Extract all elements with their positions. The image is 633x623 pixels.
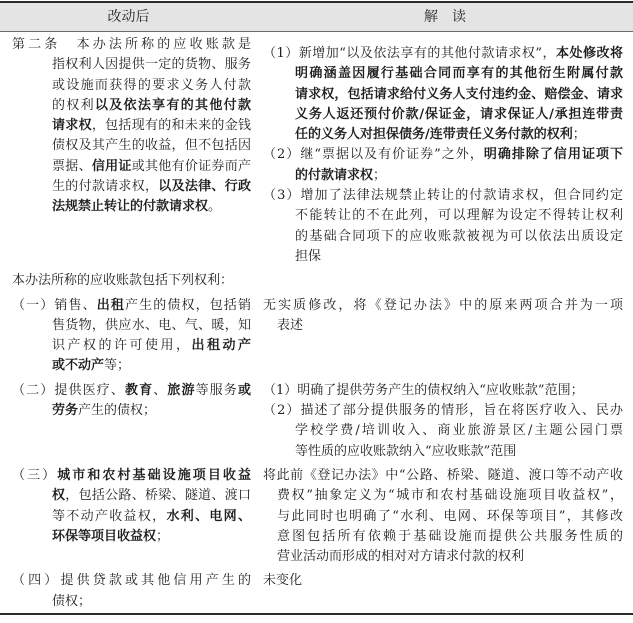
text-line: [52, 116, 251, 136]
text-line: [12, 381, 251, 401]
bold-text: 明确涵盖因履行基础合同而享有的其他衍生附属付款: [295, 66, 623, 82]
item-label: 第二条: [12, 37, 77, 52]
text-line: [295, 105, 623, 125]
text-line: [12, 296, 251, 316]
list-item: [12, 571, 251, 612]
text-segment: ，包括公路、桥梁、隧道、渡口: [65, 488, 251, 504]
text-line: [295, 442, 623, 462]
bold-text: 旅游: [167, 382, 196, 398]
text-line: [52, 197, 251, 217]
table-row: [0, 293, 633, 378]
text-line: [263, 296, 623, 316]
revised-text-cell: [0, 378, 257, 463]
text-segment: 提供医疗、: [54, 382, 125, 398]
text-segment: 等不动产收益权，: [52, 508, 167, 524]
item-label: （2）: [263, 147, 301, 163]
text-line: [263, 145, 623, 165]
paragraph: [263, 466, 623, 567]
table-row: [0, 268, 633, 292]
text-line: [277, 547, 623, 567]
text-line: [263, 466, 623, 486]
interpretation-cell: [257, 568, 633, 613]
text-line: [52, 401, 251, 421]
text-segment: 描述了部分提供服务的情形，旨在将医疗收入、民办: [300, 403, 623, 419]
text-segment: 销售、: [54, 297, 97, 313]
text-segment: 等服务: [195, 382, 238, 398]
text-line: [52, 157, 251, 177]
column-header-interpretation: 解 读: [424, 9, 466, 25]
column-header-revised: 改动后: [107, 9, 150, 25]
text-segment: 继“票据以及有价证券”之外，: [300, 147, 484, 163]
bottom-rule: [0, 613, 633, 615]
text-line: [277, 486, 623, 506]
text-segment: ；: [373, 167, 387, 183]
text-segment: 。: [208, 199, 222, 215]
text-line: [263, 571, 623, 591]
paragraph: [263, 296, 623, 337]
text-segment: 指权利人因提供一定的货物、服务: [52, 57, 251, 73]
table-row: [0, 463, 633, 568]
text-line: [52, 336, 251, 356]
item-label: （四）: [12, 573, 61, 589]
section-intro-text: 本办法所称的应收账款包括下列权利：: [12, 273, 234, 289]
text-line: [277, 507, 623, 527]
text-line: [52, 592, 251, 612]
bold-text: 出租: [96, 297, 125, 313]
interpretation-cell: [257, 378, 633, 463]
bold-text: 劳务: [52, 403, 79, 419]
text-segment: 生的付款请求权，: [52, 179, 159, 195]
bold-text: 本处修改将: [556, 46, 623, 61]
list-item: [263, 44, 623, 145]
text-segment: 营业活动而形成的相对对方请求付款的权利: [277, 549, 525, 565]
revised-text-cell: [0, 463, 257, 568]
text-segment: ；: [156, 528, 170, 544]
text-segment: 本办法所称的应收账款是: [76, 37, 251, 52]
text-segment: 等；: [104, 358, 131, 374]
text-line: [52, 76, 251, 96]
text-segment: 或设施而获得的要求义务人付款: [52, 77, 251, 93]
list-item: [12, 466, 251, 547]
bold-text: 的付款请求权: [295, 167, 374, 183]
list-item: [263, 186, 623, 267]
text-segment: 明确了提供劳务产生的债权纳入“应收账款”范围；: [297, 382, 584, 398]
bold-text: 以及依法享有的其他付款: [94, 97, 251, 113]
bold-text: 义务人返还预付价款/保证金，请求保证人/承担连带责: [295, 106, 623, 122]
item-label: （1）: [263, 46, 299, 61]
text-segment: 售货物，供应水、电、气、暖，知: [52, 317, 251, 333]
bold-text: 权: [52, 488, 66, 504]
text-line: [263, 401, 623, 421]
text-line: [52, 356, 251, 376]
text-segment: 产生的债权，包括销: [125, 297, 251, 313]
bold-text: 或不动产: [52, 358, 105, 374]
revised-text-cell: [0, 568, 257, 613]
text-segment: 的基础合同项下的应收账款被视为可以依法出质设定: [295, 228, 623, 244]
item-label: （三）: [12, 467, 58, 483]
text-segment: 票据、: [52, 158, 92, 174]
table-header: [0, 3, 633, 32]
text-segment: 未变化: [263, 573, 303, 589]
bold-text: 水利、电网、: [166, 508, 251, 524]
bold-text: 法规禁止转让的付款请求权: [52, 199, 209, 215]
text-line: [263, 44, 623, 64]
text-line: [295, 125, 623, 145]
bold-text: 出租动产: [191, 338, 251, 354]
text-segment: 表述: [277, 317, 304, 333]
text-segment: 产生的债权；: [78, 403, 157, 419]
text-segment: 新增加“以及依法享有的其他付款请求权”，: [298, 46, 556, 61]
revised-text-cell: [0, 32, 257, 268]
bold-text: 教育: [124, 382, 154, 398]
interpretation-cell: [257, 293, 633, 378]
list-item: [263, 401, 623, 462]
text-line: [295, 227, 623, 247]
text-line: [263, 186, 623, 206]
text-segment: 或其他有价证券而产: [131, 158, 251, 174]
text-segment: 债权；: [52, 593, 92, 609]
text-line: [295, 206, 623, 226]
interpretation-cell: [257, 32, 633, 268]
bold-text: 信用证: [91, 158, 132, 174]
table-row: [0, 568, 633, 613]
text-line: [295, 64, 623, 84]
text-segment: 费权”抽象定义为“城市和农村基础设施项目收益权”，: [277, 488, 623, 504]
text-segment: ，包括现有的和未来的金钱: [91, 118, 251, 134]
text-line: [295, 421, 623, 441]
text-segment: 的权利: [52, 97, 95, 113]
text-segment: 将此前《登记办法》中“公路、桥梁、隧道、渡口等不动产收: [263, 467, 623, 483]
text-segment: 识产权的许可使用，: [52, 338, 192, 354]
item-label: （二）: [12, 382, 55, 398]
table-row: [0, 32, 633, 268]
bold-text: 请求权: [52, 118, 92, 134]
text-line: [52, 96, 251, 116]
item-label: （1）: [263, 382, 298, 398]
text-segment: 、: [153, 382, 168, 398]
bold-text: 环保等项目收益权: [52, 528, 157, 544]
text-segment: 不能转让的不在此列，可以理解为设定不得转让权利: [295, 208, 623, 224]
text-line: [263, 381, 623, 401]
table-row: [0, 378, 633, 463]
text-line: [12, 571, 251, 591]
list-item: [12, 35, 251, 218]
text-segment: 提供贷款或其他信用产生的: [60, 573, 251, 589]
list-item: [12, 296, 251, 377]
bold-text: 明确排除了信用证项下: [483, 147, 623, 163]
text-line: [295, 166, 623, 186]
list-item: [263, 145, 623, 186]
text-segment: 与此同时也明确了“水利、电网、环保等项目”，其修改: [277, 508, 623, 524]
text-segment: 债权及其产生的收益，但不包括因: [52, 138, 251, 154]
list-item: [12, 381, 251, 422]
bold-text: 任的义务人对担保债务/连带责任义务付款的权利: [295, 127, 573, 143]
bold-text: 或: [237, 382, 251, 398]
text-segment: 意图包括所有依赖于基础设施而提供公共服务性质的: [277, 528, 623, 544]
text-line: [277, 527, 623, 547]
interpretation-cell: [257, 463, 633, 568]
list-item: [263, 381, 623, 401]
text-line: [277, 316, 623, 336]
text-line: [52, 486, 251, 506]
text-segment: 无实质修改，将《登记办法》中的原来两项合并为一项: [263, 297, 623, 313]
item-label: （一）: [12, 297, 55, 313]
text-line: [295, 85, 623, 105]
revised-text-cell: [0, 293, 257, 378]
text-segment: ；: [572, 127, 586, 143]
bold-text: 请求权，包括请求给付义务人支付违约金、赔偿金、请求: [295, 86, 623, 102]
text-segment: 担保: [295, 248, 322, 264]
table-body: [0, 32, 633, 613]
bold-text: 以及法律、行政: [158, 179, 251, 195]
text-line: [12, 35, 251, 55]
text-line: [12, 466, 251, 486]
paragraph: [263, 571, 623, 591]
text-segment: 等性质的应收账款纳入“应收账款”范围: [295, 443, 517, 459]
text-line: [52, 527, 251, 547]
text-line: [295, 247, 623, 267]
full-width-cell: [0, 268, 633, 292]
text-line: [52, 136, 251, 156]
text-line: [52, 177, 251, 197]
text-segment: 增加了法律法规禁止转让的付款请求权，但合同约定: [300, 188, 623, 204]
text-line: [52, 55, 251, 75]
text-line: [52, 507, 251, 527]
text-segment: 学校学费/培训收入、商业旅游景区/主题公园门票: [295, 423, 623, 439]
item-label: （2）: [263, 403, 301, 419]
item-label: （3）: [263, 188, 301, 204]
bold-text: 城市和农村基础设施项目收益: [57, 467, 251, 483]
comparison-table: [0, 1, 633, 615]
text-line: [52, 316, 251, 336]
